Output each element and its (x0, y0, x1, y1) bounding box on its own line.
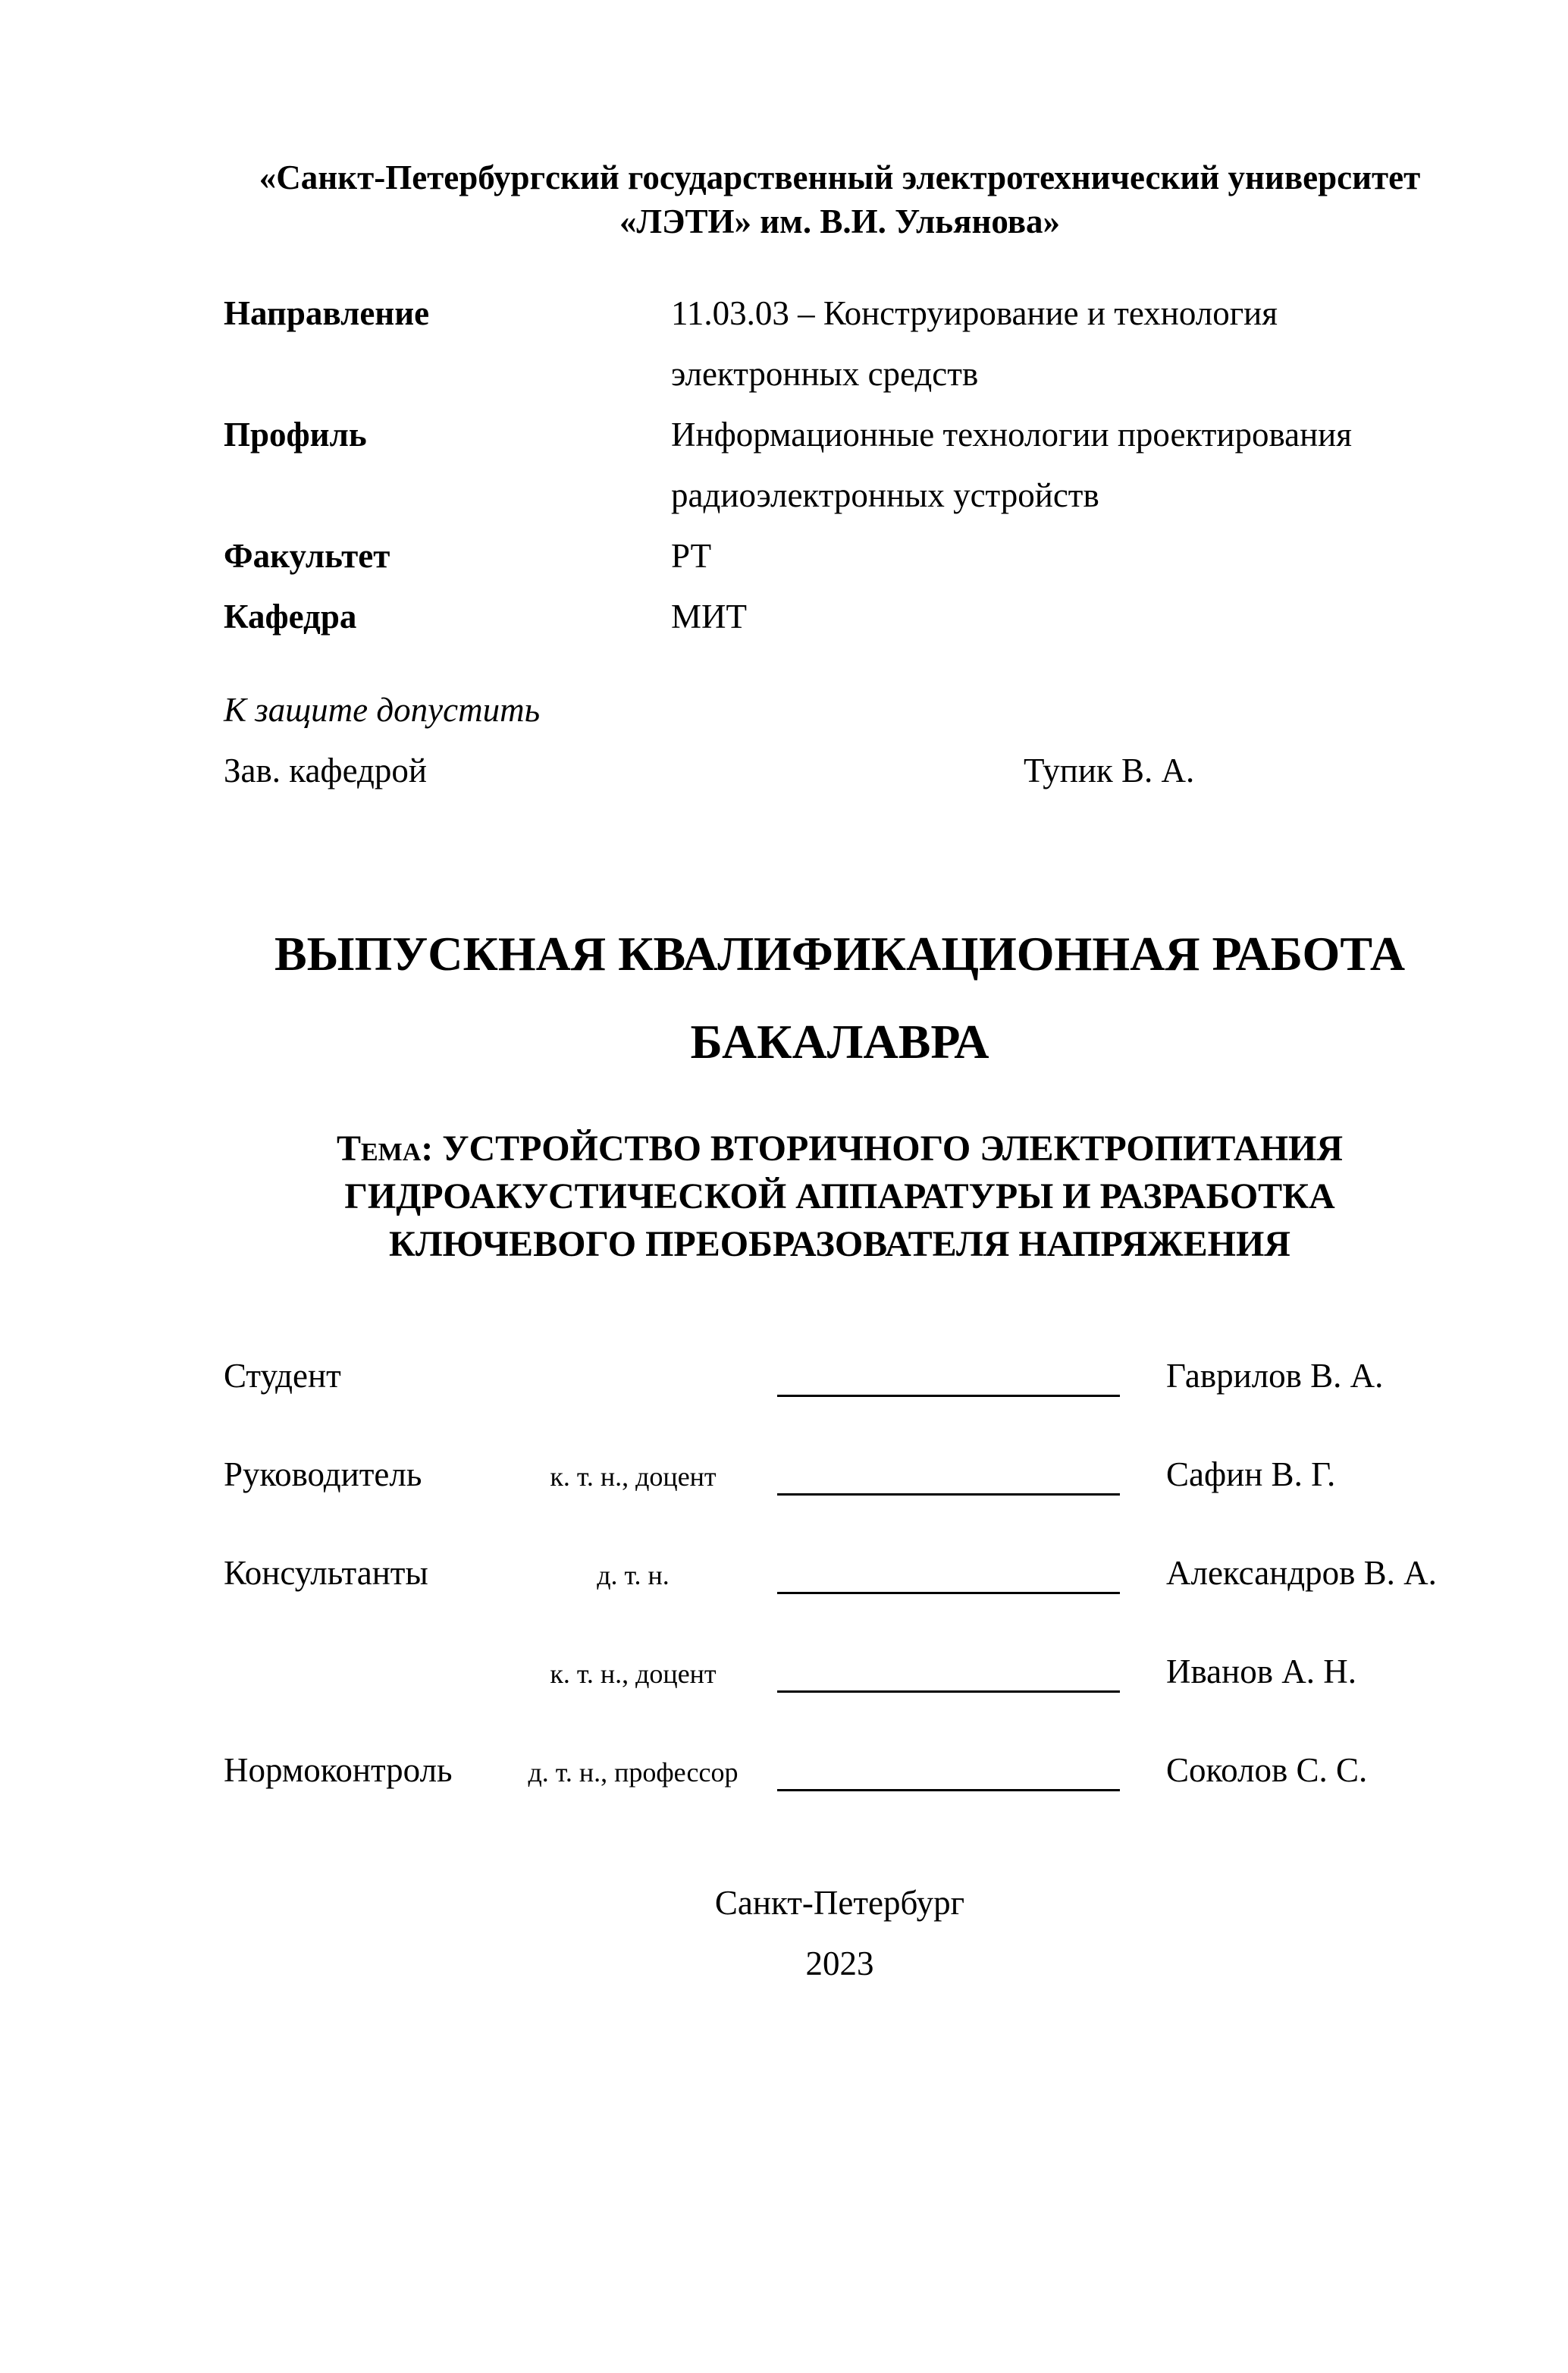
theme-prefix: Тема: (336, 1128, 434, 1169)
theme-line1 (224, 1125, 1456, 1172)
field-value-department: МИТ (671, 598, 747, 636)
main-title-line2: БАКАЛАВРА (690, 1015, 989, 1069)
field-value-profile-line1: Информационные технологии проектирования (671, 416, 1352, 454)
signature-row-supervisor (224, 1454, 1456, 1552)
signature-line (777, 1493, 1120, 1496)
field-label-direction: Направление (224, 294, 430, 332)
main-title (224, 910, 1456, 1086)
field-value-profile-line2: радиоэлектронных устройств (671, 476, 1099, 514)
signature-name: Гаврилов В. А. (1166, 1357, 1384, 1395)
signature-name: Александров В. А. (1166, 1554, 1437, 1592)
signature-role: Руководитель (224, 1455, 422, 1493)
university-name-line2: «ЛЭТИ» им. В.И. Ульянова» (619, 202, 1061, 240)
field-label-faculty: Факультет (224, 537, 390, 575)
field-value-faculty: РТ (671, 537, 712, 575)
university-name-line1: «Санкт-Петербургский государственный электротехнический университет (259, 159, 1421, 196)
department-head-row (224, 740, 1456, 801)
admission-permit-line: К защите допустить (224, 691, 541, 729)
theme-line3: КЛЮЧЕВОГО ПРЕОБРАЗОВАТЕЛЯ НАПРЯЖЕНИЯ (389, 1224, 1290, 1264)
footer-block (224, 1872, 1456, 1994)
signature-line (777, 1592, 1120, 1594)
field-row-profile (224, 404, 1456, 465)
theme-line1-rest: УСТРОЙСТВО ВТОРИЧНОГО ЭЛЕКТРОПИТАНИЯ (433, 1128, 1344, 1169)
footer-year: 2023 (805, 1945, 874, 1982)
field-label-department: Кафедра (224, 598, 357, 636)
signature-role: Нормоконтроль (224, 1751, 453, 1789)
university-header (224, 155, 1456, 243)
signature-degree: д. т. н. (597, 1560, 670, 1590)
theme-line2: ГИДРОАКУСТИЧЕСКОЙ АППАРАТУРЫ И РАЗРАБОТКА (344, 1176, 1335, 1216)
signature-line (777, 1395, 1120, 1397)
signature-role: Студент (224, 1357, 341, 1395)
signature-line (777, 1690, 1120, 1693)
thesis-title-page (0, 155, 1568, 2373)
signature-degree: к. т. н., доцент (550, 1461, 717, 1492)
field-row-direction (224, 283, 1456, 344)
signatures-block (224, 1355, 1456, 1848)
signature-row-normcontrol (224, 1750, 1456, 1848)
signature-row-consultant-2 (224, 1651, 1456, 1750)
field-value-direction-line2: электронных средств (671, 355, 979, 393)
signature-name: Иванов А. Н. (1166, 1653, 1356, 1690)
field-row-direction-cont (224, 344, 1456, 404)
field-label-profile: Профиль (224, 416, 367, 454)
program-fields (224, 283, 1456, 647)
department-head-name: Тупик В. А. (1024, 752, 1195, 789)
footer-city: Санкт-Петербург (714, 1884, 965, 1922)
signature-row-consultant-1 (224, 1552, 1456, 1651)
signature-degree: к. т. н., доцент (550, 1659, 717, 1689)
signature-line (777, 1789, 1120, 1791)
signature-name: Сафин В. Г. (1166, 1455, 1336, 1493)
field-row-faculty (224, 526, 1456, 586)
signature-row-student (224, 1355, 1456, 1454)
signature-name: Соколов С. С. (1166, 1751, 1368, 1789)
signature-degree: д. т. н., профессор (528, 1757, 739, 1788)
field-row-profile-cont (224, 465, 1456, 526)
field-row-department (224, 586, 1456, 647)
department-head-role: Зав. кафедрой (224, 752, 427, 789)
theme-block (224, 1125, 1456, 1268)
field-value-direction-line1: 11.03.03 – Конструирование и технология (671, 294, 1278, 332)
admission-block (224, 680, 1456, 801)
signature-role: Консультанты (224, 1554, 428, 1592)
main-title-line1: ВЫПУСКНАЯ КВАЛИФИКАЦИОННАЯ РАБОТА (274, 927, 1406, 981)
